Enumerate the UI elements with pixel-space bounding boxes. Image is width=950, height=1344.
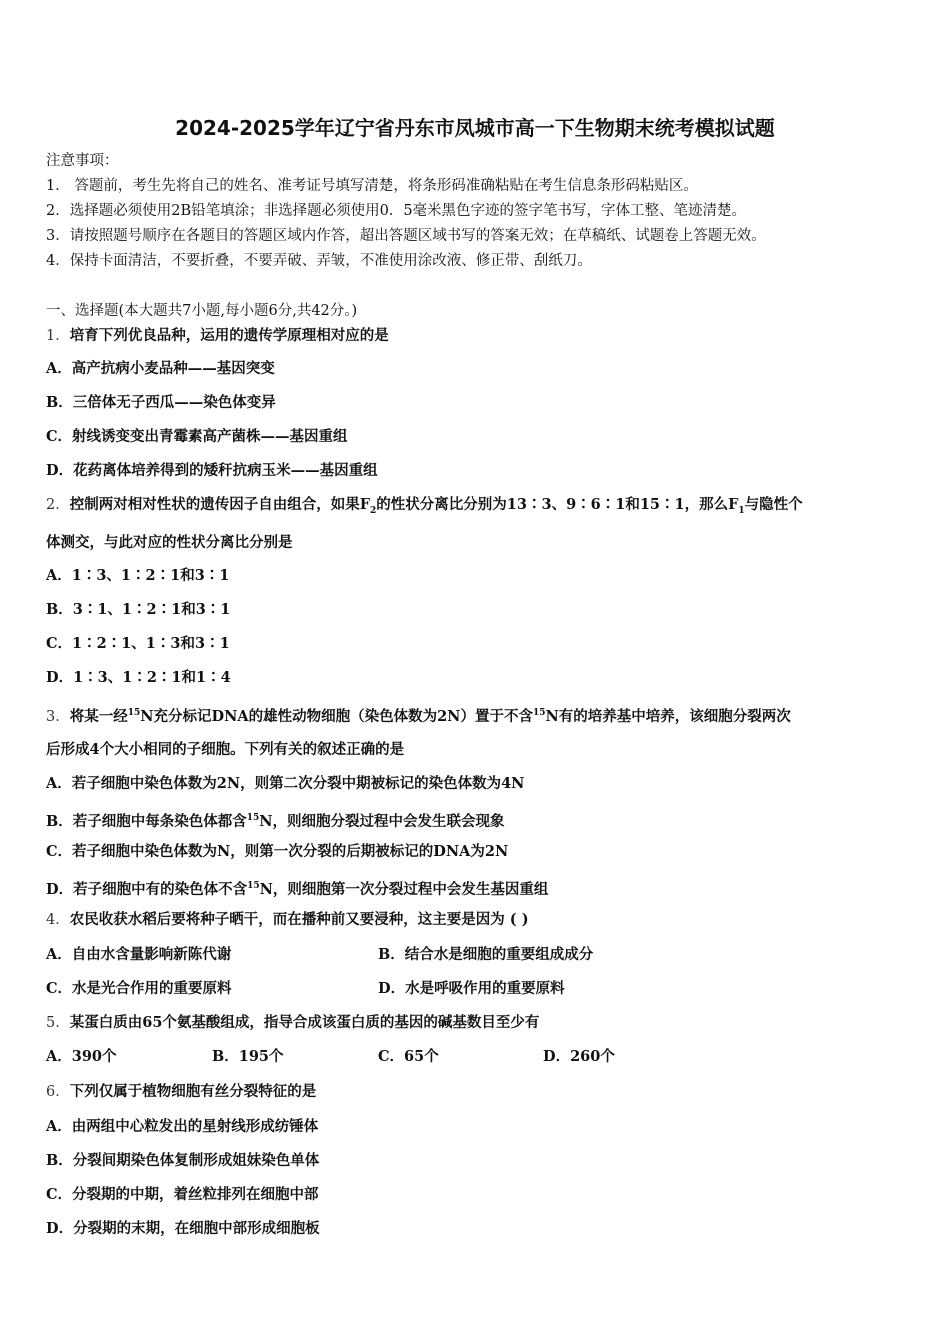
superscript: 15: [127, 708, 141, 718]
question-text-part: N有的培养基中培养，该细胞分裂两次: [545, 707, 791, 725]
q5-option-d: D．260个: [543, 1048, 615, 1065]
q2-option-d: D．1∶3、1∶2∶1和1∶4: [46, 669, 231, 686]
subscript: 2: [370, 505, 377, 516]
superscript: 15: [247, 881, 260, 891]
superscript: 15: [532, 708, 546, 718]
q5-option-c: C．65个: [378, 1048, 439, 1065]
question-text-part: 控制两对相对性状的遗传因子自由组合，如果F: [69, 496, 371, 513]
q3-option-d: [46, 876, 548, 900]
question-number: 3．: [46, 708, 70, 725]
question-3-stem-line2: 后形成4个大小相同的子细胞。下列有关的叙述正确的是: [46, 741, 405, 758]
question-2-stem: [46, 495, 803, 521]
q4-option-a: A．自由水含量影响新陈代谢: [46, 946, 232, 963]
notice-item-2: 2．选择题必须使用2B铅笔填涂；非选择题必须使用0．5毫米黑色字迹的签字笔书写，字体工整、笔迹清楚。: [46, 203, 747, 219]
section-heading: 一、选择题(本大题共7小题,每小题6分,共42分。): [46, 303, 358, 319]
q4-option-d: D．水是呼吸作用的重要原料: [378, 980, 565, 997]
notice-item-1: 1． 答题前，考生先将自己的姓名、准考证号填写清楚，将条形码准确粘贴在考生信息条形码粘贴区。: [46, 178, 698, 194]
page-title: 2024-2025学年辽宁省丹东市凤城市高一下生物期末统考模拟试题: [175, 116, 775, 140]
question-text-part: 的性状分离比分别为13∶3、9∶6∶1和15∶1，那么F: [376, 496, 739, 513]
notice-item-3: 3．请按照题号顺序在各题目的答题区域内作答，超出答题区域书写的答案无效；在草稿纸、试题卷上答题无效。: [46, 228, 766, 244]
question-number: 4．: [46, 912, 70, 928]
question-text-part: 将某一经: [69, 707, 128, 725]
option-text-part: N，则细胞分裂过程中会发生联会现象: [259, 812, 505, 830]
question-number: 1．: [46, 328, 70, 344]
q6-option-d: D．分裂期的末期，在细胞中部形成细胞板: [46, 1220, 320, 1237]
q2-option-a: A．1∶3、1∶2∶1和3∶1: [46, 567, 230, 584]
q5-option-a: A．390个: [46, 1048, 117, 1065]
question-number: 6．: [46, 1084, 70, 1100]
subscript: 1: [738, 505, 745, 516]
question-text: 下列仅属于植物细胞有丝分裂特征的是: [69, 1083, 317, 1100]
question-2-stem-line2: 体测交，与此对应的性状分离比分别是: [46, 534, 293, 551]
notice-heading: 注意事项：: [46, 153, 119, 169]
q6-option-c: C．分裂期的中期，着丝粒排列在细胞中部: [46, 1186, 319, 1203]
q1-option-d: D．花药离体培养得到的矮秆抗病玉米——基因重组: [46, 462, 378, 479]
option-text-part: D．若子细胞中有的染色体不含: [46, 880, 248, 898]
question-number: 2．: [46, 497, 70, 513]
option-text-part: N，则细胞第一次分裂过程中会发生基因重组: [259, 880, 549, 898]
question-3-stem: [46, 703, 791, 727]
question-1-stem: [46, 326, 389, 346]
question-text: 农民收获水稻后要将种子晒干，而在播种前又要浸种，这主要是因为 ( ): [69, 911, 529, 928]
notice-item-4: 4．保持卡面清洁，不要折叠，不要弄破、弄皱，不准使用涂改液、修正带、刮纸刀。: [46, 253, 592, 269]
question-4-stem: [46, 910, 529, 930]
q2-option-c: C．1∶2∶1、1∶3和3∶1: [46, 635, 230, 652]
q1-option-b: B．三倍体无子西瓜——染色体变异: [46, 394, 276, 411]
question-5-stem: [46, 1013, 539, 1033]
question-text-part: N充分标记DNA的雄性动物细胞（染色体数为2N）置于不含: [140, 707, 533, 725]
q6-option-b: B．分裂间期染色体复制形成姐妹染色单体: [46, 1152, 320, 1169]
q4-option-b: B．结合水是细胞的重要组成成分: [378, 946, 594, 963]
superscript: 15: [246, 813, 260, 823]
q2-option-b: B．3∶1、1∶2∶1和3∶1: [46, 601, 231, 618]
q1-option-c: C．射线诱变变出青霉素高产菌株——基因重组: [46, 428, 348, 445]
q3-option-c: C．若子细胞中染色体数为N，则第一次分裂的后期被标记的DNA为2N: [46, 843, 509, 860]
question-text: 培育下列优良品种，运用的遗传学原理相对应的是: [69, 327, 389, 344]
q1-option-a: A．高产抗病小麦品种——基因突变: [46, 360, 275, 377]
q5-option-b: B．195个: [212, 1048, 284, 1065]
question-text-part: 与隐性个: [744, 496, 803, 513]
question-number: 5．: [46, 1015, 70, 1031]
q3-option-a: A．若子细胞中染色体数为2N，则第二次分裂中期被标记的染色体数为4N: [46, 775, 525, 792]
option-text-part: B．若子细胞中每条染色体都含: [46, 812, 247, 830]
question-6-stem: [46, 1082, 316, 1102]
q3-option-b: [46, 808, 505, 832]
question-text: 某蛋白质由65个氨基酸组成，指导合成该蛋白质的基因的碱基数目至少有: [69, 1014, 540, 1031]
q4-option-c: C．水是光合作用的重要原料: [46, 980, 232, 997]
q6-option-a: A．由两组中心粒发出的星射线形成纺锤体: [46, 1118, 319, 1135]
